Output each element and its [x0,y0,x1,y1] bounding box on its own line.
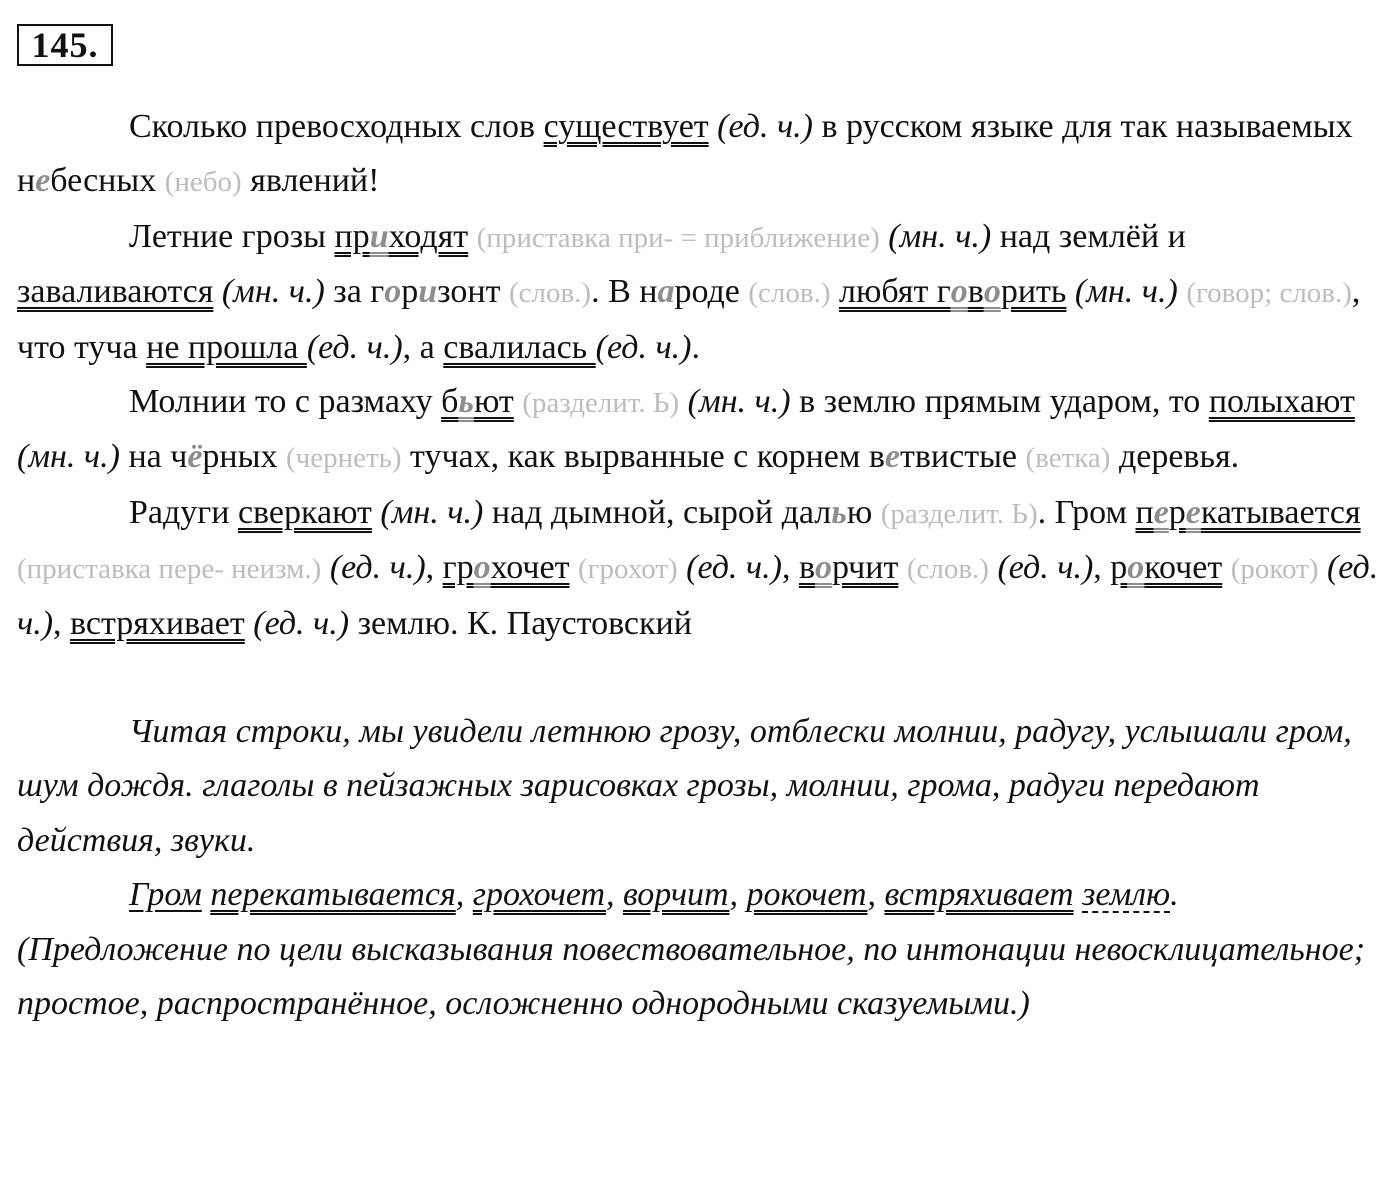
text-segment: (ед. ч.) [997,549,1094,587]
text-segment: , [605,876,623,914]
text-segment: о [1207,277,1222,310]
text-segment: о [1254,553,1270,586]
text-segment: (ед. ч.) [686,549,782,587]
text-segment: (приставка пере- неизм.) [17,553,322,586]
text-segment: не прошла [146,328,307,366]
text-segment [679,383,688,420]
text-segment: . Гром [1037,493,1136,531]
text-segment: хочет [490,549,570,587]
text-segment: Читая строки, мы увидели летнюю грозу, отблески молнии, радугу, услышали гром, шум дождя. глаголы в пейзажных зарисовках грозы, молнии, грома, радуги передают действия, звуки. [17,713,1352,859]
text-segment: (ед. ч.) [17,549,1379,642]
text-segment: о [1127,549,1145,587]
text-segment [321,549,330,586]
answer-paragraph-1 [17,705,1387,868]
text-segment: над землёй и [991,217,1186,255]
text-segment: перекатывается [210,876,456,914]
text-segment [880,218,889,255]
text-segment: грохочет [472,876,606,914]
text-segment: Молнии то с размаху [129,383,442,421]
text-segment: в русском языке для так называемых н [17,108,1353,200]
text-segment: , [455,876,473,914]
text-segment: . (Предложение по цели высказывания повествовательное, по интонации невосклицательное; простое, распространённое, осложненно однородными сказуемыми.) [17,876,1366,1023]
text-segment: ь [458,383,474,421]
text-segment: , что туча [17,273,1361,366]
text-segment: свалилась [443,328,596,366]
text-segment: (разделит. Ь) [522,387,680,420]
text-segment: (ед. ч.) [329,549,426,587]
text-segment: деревья. [1110,438,1240,476]
text-segment: землю [1082,876,1171,914]
text-segment: е [1153,493,1169,531]
answer-paragraph-2 [17,868,1387,1031]
text-segment: в [798,549,816,587]
text-segment: и [369,217,389,255]
text-segment: , [1093,549,1111,587]
text-segment [709,108,718,145]
text-segment [1066,273,1075,310]
paragraph-rainbows [17,486,1387,651]
text-segment: землю. К. Паустовский [349,604,692,642]
text-segment: (н [164,166,190,199]
text-segment: р [1110,549,1128,587]
text-segment: р [401,273,419,311]
text-segment [245,605,254,642]
exercise-text [17,100,1387,1032]
text-segment: существует [543,108,709,145]
text-segment: (слов.) [748,277,831,310]
text-segment: бо) [202,166,242,199]
text-segment: бесных [50,162,165,200]
text-segment: рокочет [746,876,868,914]
text-segment: о [384,273,402,311]
text-segment [1318,549,1327,586]
text-segment: е [884,438,901,476]
text-segment [1074,876,1083,913]
text-segment: (ед. ч.) [595,328,692,366]
text-segment: , [781,549,799,587]
text-segment: рных [202,438,286,476]
text-segment: (мн. ч.) [1074,273,1178,311]
text-segment: о [473,549,491,587]
paragraph-storms [17,210,1387,375]
text-segment: , [867,876,885,914]
text-segment: (ед. ч.) [306,328,403,366]
text-segment: (слов.) [508,277,592,310]
text-segment: б [441,383,459,421]
text-segment: встряхивает [884,876,1074,914]
text-segment: заваливаются [17,273,214,311]
text-segment: рчит [832,549,899,587]
paragraph-intro [17,100,1387,210]
text-segment: (разделит. Ь) [880,497,1038,530]
text-segment: , [729,876,747,914]
text-segment: ё [187,438,203,476]
text-segment: сверкают [237,493,372,531]
text-segment: Радуги [129,493,238,531]
text-segment: а [657,273,675,311]
text-segment: е [35,162,51,200]
text-segment: (мн. ч.) [221,273,325,311]
exercise-number-badge: 145. [17,24,113,66]
text-segment: е [189,166,203,199]
text-segment: (р [1230,553,1255,586]
text-segment: (в [1025,442,1049,475]
text-segment: встряхивает [70,604,245,642]
text-segment: и [418,273,438,311]
text-segment: (гр [577,553,615,586]
text-segment: за г [324,273,385,311]
text-segment: е [1048,442,1062,475]
text-segment: ю [846,493,881,531]
text-segment: тучах, как вырванные с корнем в [401,438,885,476]
text-segment [898,549,907,586]
text-segment: кочет [1144,549,1223,587]
text-segment: (ч [285,442,311,475]
text-segment: на ч [119,438,188,476]
text-segment: (мн. ч.) [17,438,120,476]
text-segment: (ед. ч.) [717,108,813,145]
text-segment: рнеть) [323,442,402,475]
text-segment: вор; слов.) [1221,277,1352,310]
text-segment: в землю прямым ударом, то [790,383,1209,421]
text-segment: рить [1000,273,1067,311]
text-segment: , [425,549,443,587]
text-segment: . В н [591,273,658,311]
text-segment: гр [442,549,474,587]
text-segment [514,383,523,420]
text-segment: . [691,328,700,366]
text-segment [213,273,222,310]
text-segment: твистые [900,438,1026,476]
text-segment: ходят [388,217,469,255]
text-segment: е [1185,493,1201,531]
text-segment [830,273,839,310]
text-segment [569,549,578,586]
text-segment: п [1135,493,1154,531]
paragraph-lightning [17,375,1387,486]
text-segment: р [1168,493,1186,531]
text-segment: любят г [838,273,951,311]
text-segment: (мн. ч.) [380,493,484,531]
text-segment: (ед. ч.) [253,604,350,642]
text-segment: о [983,273,1001,311]
text-segment [1222,549,1231,586]
text-segment: , а [402,328,444,366]
text-segment: хот) [627,553,678,586]
text-segment: над дымной, сырой дал [483,493,832,531]
text-segment: , [53,604,71,642]
text-segment: Летние грозы [129,217,335,255]
spacer [17,651,1387,705]
text-segment: в [967,273,984,311]
text-segment: ворчит [622,876,730,914]
text-segment: ь [831,493,847,531]
text-segment: Сколько превосходных слов [129,108,544,145]
text-segment [468,218,477,255]
text-segment: Гром [129,876,202,914]
text-segment: (мн. ч.) [687,383,791,421]
text-segment: е [310,442,324,475]
text-segment: (мн. ч.) [888,217,992,255]
text-segment: (слов.) [906,553,989,586]
text-segment: о [614,553,628,586]
text-segment: (приставка при- = приближение) [476,221,880,254]
text-segment: полыхают [1208,383,1355,421]
text-segment: (г [1186,277,1208,310]
text-segment: тка) [1061,442,1111,475]
text-segment [678,549,687,586]
text-segment: катывается [1200,493,1361,531]
text-segment: роде [674,273,749,311]
text-segment: ют [473,383,514,421]
text-segment: кот) [1269,553,1319,586]
text-segment: явлений! [241,162,380,200]
text-segment: пр [334,217,370,255]
text-segment: о [815,549,833,587]
text-segment: о [950,273,968,311]
text-segment: зонт [437,273,509,311]
